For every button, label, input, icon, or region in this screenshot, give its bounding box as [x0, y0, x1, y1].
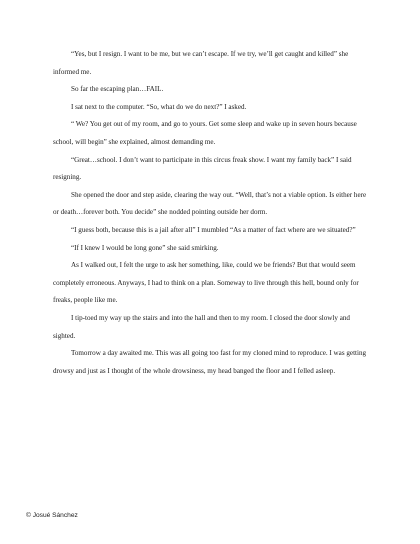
paragraph: “I guess both, because this is a jail after all” I mumbled “As a matter of fact where are we situated?” [71, 225, 356, 234]
paragraph: She opened the door and step aside, clearing the way out. “Well, that’s not a viable option. Is either here or death…forever both. You decide” she nodded pointing outside her dorm. [53, 190, 367, 217]
paragraph: I sat next to the computer. “So, what do we do next?” I asked. [71, 102, 247, 111]
paragraph: “If I knew I would be long gone” she said smirking. [71, 243, 219, 252]
document-body [53, 46, 371, 380]
paragraph: “Yes, but I resign. I want to be me, but we can’t escape. If we try, we’ll get caught and killed” she informed me. [53, 50, 349, 76]
paragraph: So far the escaping plan…FAIL. [71, 85, 164, 94]
paragraph: As I walked out, I felt the urge to ask her something, like, could we be friends? But that would seem completely erroneous. Anyways, I had to think on a plan. Someway to live through this hell, bound only for freaks, people like me. [53, 261, 359, 305]
paragraph: I tip-toed my way up the stairs and into the hall and then to my room. I closed the door slowly and sighted. [53, 313, 350, 340]
paragraph: “ We? You get out of my room, and go to yours. Get some sleep and wake up in seven hours because school, will begin” she explained, almost demanding me. [53, 120, 357, 146]
paragraph: “Great…school. I don’t want to participate in this circus freak show. I want my family back” I said resigning. [53, 155, 352, 182]
paragraph: Tomorrow a day awaited me. This was all going too fast for my cloned mind to reproduce. I was getting drowsy and just as I thought of the whole drowsiness, my head banged the floor and I felled asleep. [53, 349, 367, 375]
copyright-footer: © Josué Sánchez [26, 512, 78, 519]
